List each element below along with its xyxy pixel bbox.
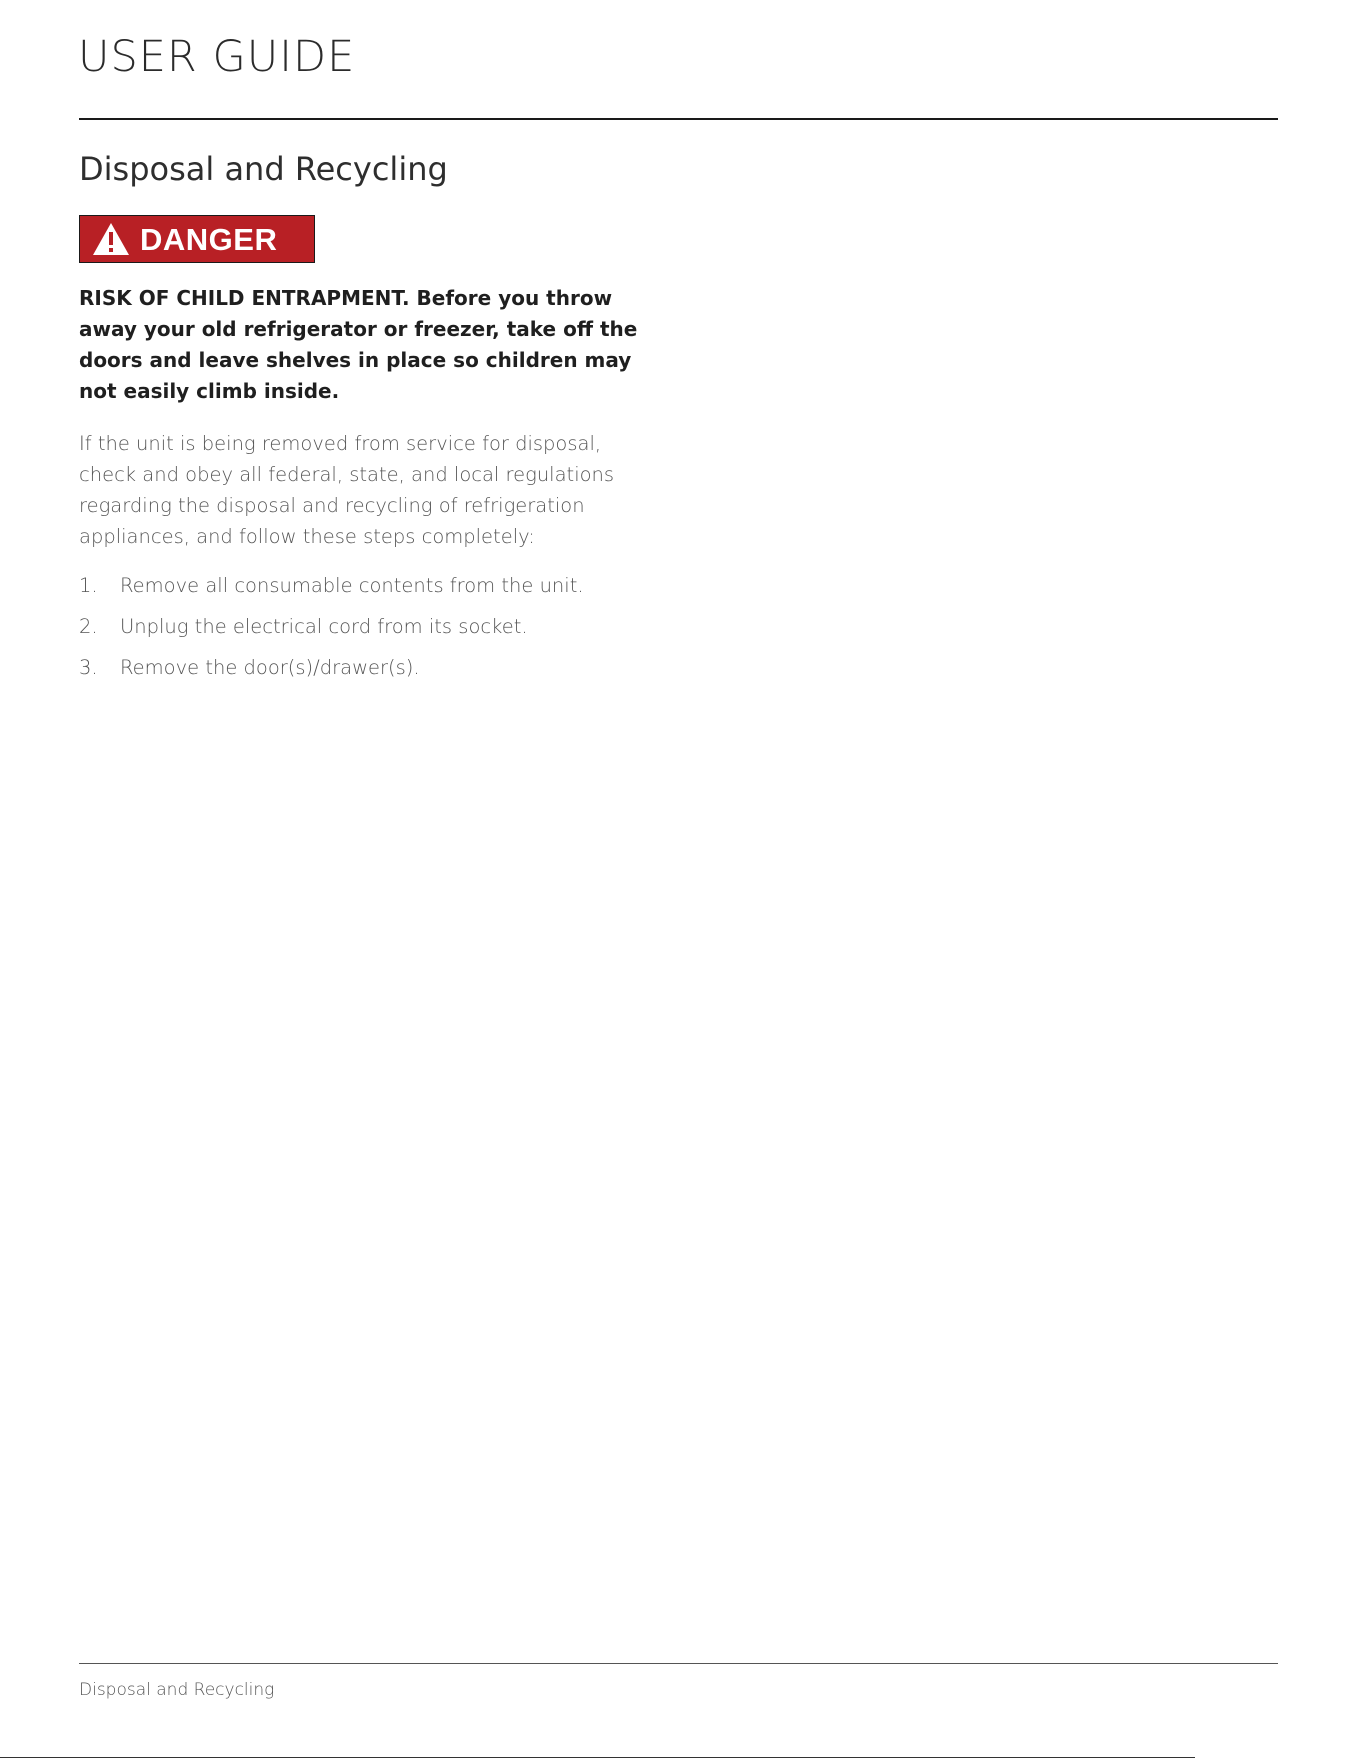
step-number: 1.	[79, 574, 98, 597]
disposal-steps-list	[79, 571, 679, 694]
warning-triangle-icon	[92, 222, 130, 256]
footer-divider	[79, 1663, 1278, 1664]
list-item	[79, 571, 679, 600]
header-divider	[79, 118, 1278, 120]
danger-label-text: DANGER	[140, 221, 278, 257]
step-text: Remove the door(s)/drawer(s).	[120, 656, 420, 679]
section-title: Disposal and Recycling	[79, 150, 448, 188]
disposal-instructions-paragraph: If the unit is being removed from service for disposal, check and obey all federal, state, and local regulations regarding the disposal and recycling of refrigeration appliances, and follow these steps completely:	[79, 432, 615, 548]
step-text: Remove all consumable contents from the unit.	[120, 574, 584, 597]
page-edge-divider	[0, 1757, 1195, 1758]
danger-warning-text: RISK OF CHILD ENTRAPMENT. Before you throw away your old refrigerator or freezer, take off the doors and leave shelves in place so children may not easily climb inside.	[79, 286, 638, 403]
danger-label	[79, 215, 315, 263]
list-item	[79, 653, 679, 682]
step-number: 3.	[79, 656, 98, 679]
list-item	[79, 612, 679, 641]
page-header-title: USER GUIDE	[78, 32, 356, 82]
step-number: 2.	[79, 615, 98, 638]
footer-section-name: Disposal and Recycling	[79, 1680, 275, 1700]
step-text: Unplug the electrical cord from its socket.	[120, 615, 528, 638]
